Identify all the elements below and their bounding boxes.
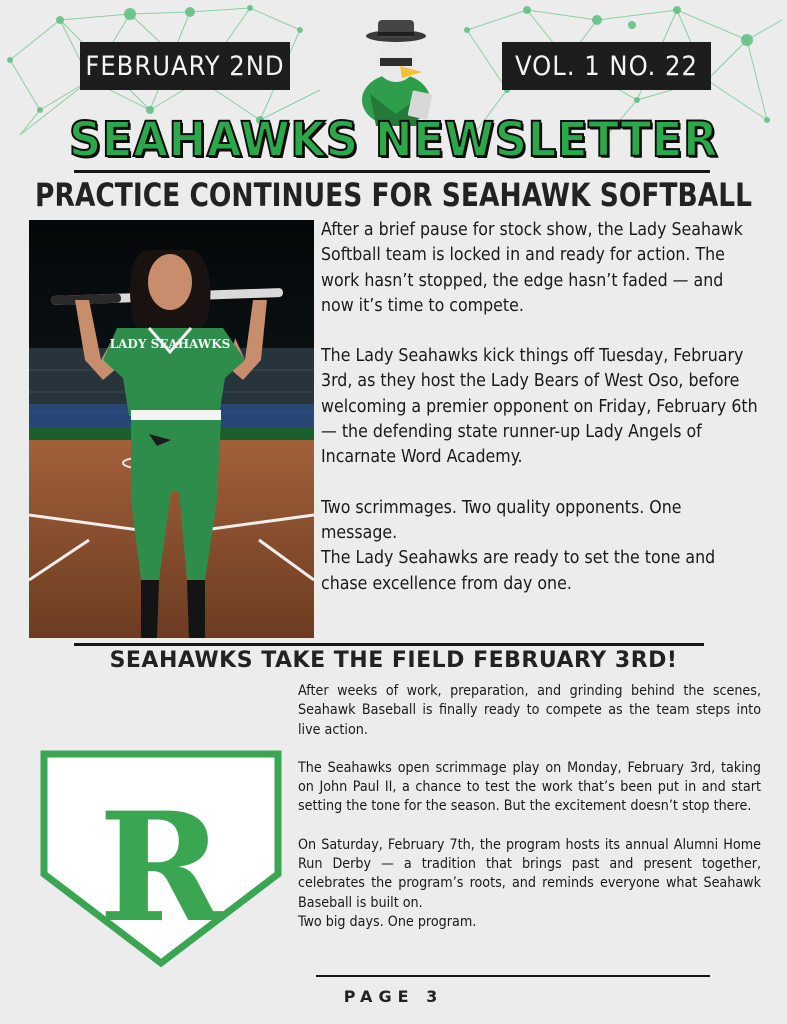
home-plate-r-logo [40, 750, 282, 968]
baseball-paragraph-3: On Saturday, February 7th, the program hosts its annual Alumni Home Run Derby — a tradition that brings past and present together, celebrates the program’s roots, and reminds everyone what Seahawk Baseball is built on. [298, 836, 761, 911]
softball-paragraph-1: After a brief pause for stock show, the Lady Seahawk Softball team is locked in and ready for action. The work hasn’t stopped, the edge hasn’t faded — and now it’s time to compete. [321, 220, 743, 316]
softball-paragraph-3: Two scrimmages. Two quality opponents. One message. [321, 497, 682, 543]
softball-paragraph-2: The Lady Seahawks kick things off Tuesday, February 3rd, as they host the Lady Bears of West Oso, before welcoming a premier opponent on Friday, February 6th — the defending state runner-up Lady Angels of Incarnate Word Academy. [321, 346, 758, 468]
softball-article-body [321, 218, 759, 597]
softball-article-headline: PRACTICE CONTINUES FOR SEAHAWK SOFTBALL [35, 176, 752, 214]
issue-date-tag: FEBRUARY 2ND [80, 42, 290, 90]
seahawk-mascot-illustration [350, 14, 442, 126]
baseball-paragraph-4: Two big days. One program. [298, 913, 477, 930]
volume-number-tag: VOL. 1 NO. 22 [502, 42, 711, 90]
logo-letter: R [98, 780, 224, 956]
masthead-divider [74, 170, 710, 173]
newsletter-masthead: SEAHAWKS NEWSLETTER [68, 112, 719, 168]
baseball-article-headline: SEAHAWKS TAKE THE FIELD FEBRUARY 3RD! [109, 648, 678, 673]
section-divider [74, 643, 704, 646]
page-number: PAGE 3 [343, 987, 444, 1006]
footer-divider [316, 975, 710, 977]
baseball-paragraph-1: After weeks of work, preparation, and grinding behind the scenes, Seahawk Baseball is finally ready to compete as the team steps into live action. [298, 683, 761, 738]
softball-paragraph-4: The Lady Seahawks are ready to set the tone and chase excellence from day one. [321, 548, 716, 594]
softball-player-photo [29, 220, 314, 638]
baseball-article-body [298, 682, 761, 932]
baseball-paragraph-2: The Seahawks open scrimmage play on Monday, February 3rd, taking on John Paul II, a chance to test the work that’s been put in and start setting the tone for the season. But the excitement doesn’t stop there. [298, 759, 761, 815]
jersey-lettering: LADY SEAHAWKS [109, 337, 231, 351]
